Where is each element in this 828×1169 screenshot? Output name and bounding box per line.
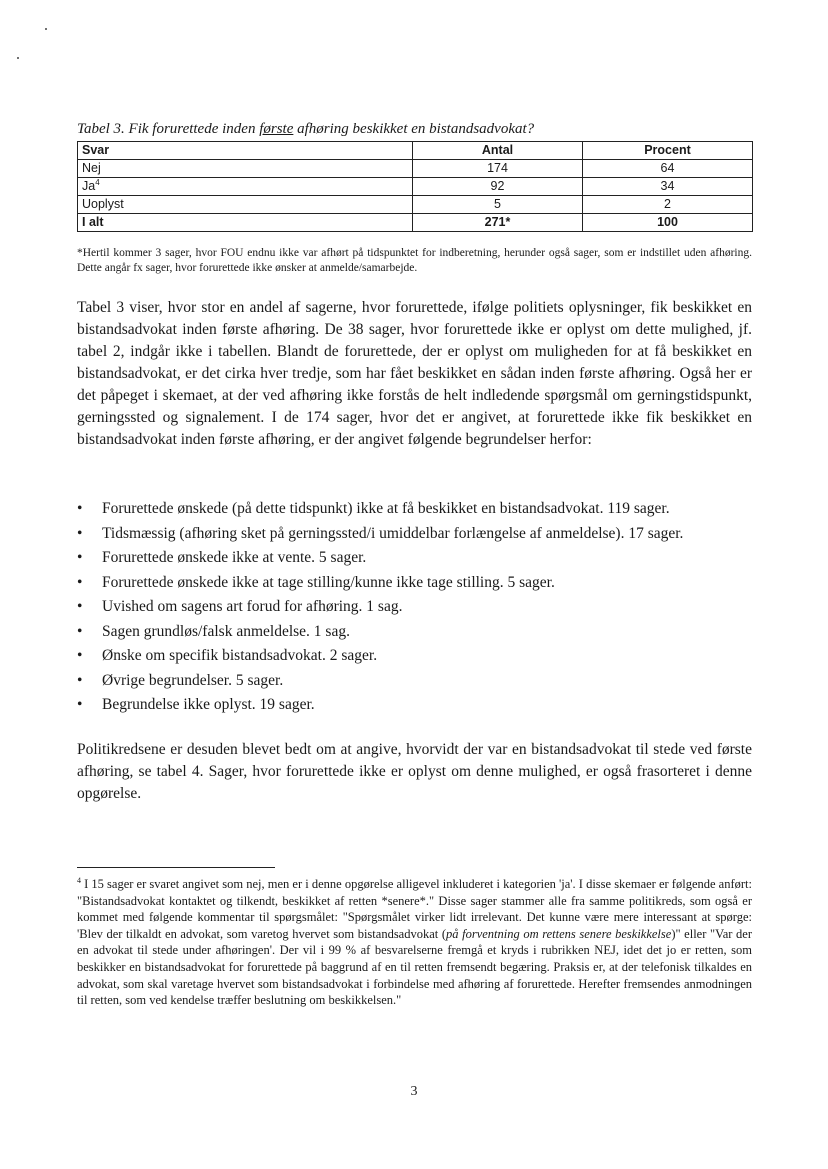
row-label-cell (78, 178, 413, 196)
footnote-ref: 4 (95, 177, 100, 187)
list-item-text: Begrundelse ikke oplyst. 19 sager. (102, 696, 315, 713)
list-item (77, 669, 757, 694)
bullet-icon: • (77, 524, 83, 542)
bullet-icon: • (77, 500, 83, 517)
total-percent: 100 (583, 214, 753, 232)
row-count: 174 (413, 160, 583, 178)
footnote-divider (77, 867, 275, 868)
table-header-row (78, 142, 753, 160)
total-label: I alt (78, 214, 413, 232)
footnote-marker: 4 (77, 875, 81, 885)
table-total-row (78, 214, 753, 232)
table-row (78, 178, 753, 196)
header-procent: Procent (583, 142, 753, 160)
list-item-text: Tidsmæssig (afhøring sket på gerningssted/i umiddelbar forlængelse af anmeldelse). 17 sager. (102, 524, 684, 542)
list-item-text: Øvrige begrundelser. 5 sager. (102, 671, 284, 689)
bullet-icon: • (77, 696, 83, 713)
footnote-text: I 15 sager er svaret angivet som nej, men er i denne opgørelse alligevel inkluderet i kategorien 'ja'. I disse skemaer er følgende anført: "Bistandsadvokat kontaktet og tilkendt, beskikket af retten *senere*." Disse sager stammer alle fra samme politikreds, som også er kommet med følgende kommentar til spørgsmålet: "Spørgsmålet virker lidt irrelevant. Det kunne være mere interessant at spørge: 'Blev der tilkaldt en advokat, som varetog hvervet som bistandsadvokat ( (77, 877, 752, 941)
bullet-icon: • (77, 598, 83, 615)
scan-speck (45, 28, 47, 30)
footnote-italic-text: på forventning om rettens senere beskikkelse (446, 926, 672, 941)
row-percent: 2 (583, 196, 753, 214)
total-count: 271* (413, 214, 583, 232)
list-item (77, 620, 757, 645)
header-svar: Svar (78, 142, 413, 160)
list-item (77, 571, 757, 596)
results-table (77, 141, 753, 232)
body-paragraph-2: Politikredsene er desuden blevet bedt om at angive, hvorvidt der var en bistandsadvokat til stede ved første afhøring, se tabel 4. Sager, hvor forurettede ikke er oplyst om denne mulighed, er også frasorteret i denne opgørelse. (77, 741, 752, 802)
table-row (78, 196, 753, 214)
row-label: Ja (82, 179, 96, 193)
body-paragraph-1: Tabel 3 viser, hvor stor en andel af sagerne, hvor forurettede, ifølge politiets oplysninger, fik beskikket en bistandsadvokat inden første afhøring. De 38 sager, hvor forurettede ikke er oplyst om dette mulighed, jf. tabel 2, indgår ikke i tabellen. Blandt de forurettede, der er oplyst om muligheden for at få beskikket en bistandsadvokat, er det cirka hver tredje, som har fået beskikket en sådan inden første afhøring. Også her er det påpeget i skemaet, at der ved afhøring ikke forstås de helt indledende spørgsmål om gerningstidspunkt, gerningssted og signalement. I de 174 sager, hvor det er angivet, at forurettede ikke fik beskikket en bistandsadvokat inden første afhøring, er der angivet følgende begrundelser herfor: (77, 299, 752, 448)
caption-underlined-word: første (259, 121, 294, 137)
list-item (77, 644, 757, 669)
footnote (77, 876, 752, 1009)
bullet-icon: • (77, 622, 83, 640)
footnote-text-end: )" eller "Var der en advokat til stede under afhøringen'. Der vil i 99 % af besvarelserne fremgå et kryds i rubrikken NEJ, idet det jo er retten, som beskikker en bistandsadvokat for forurettede på baggrund af en til retten fremsendt begæring. Praksis er, at der telefonisk tilkaldes en advokat, som skal varetage hvervet som bistandsadvokat i forbindelse med afhøring af forurettede. Herefter fremsendes anmodningen til retten, som ved kendelse træffer beslutning om beskikkelsen." (77, 926, 752, 1008)
row-count: 92 (413, 178, 583, 196)
list-item (77, 546, 757, 571)
list-item (77, 595, 757, 620)
list-item-text: Forurettede ønskede ikke at vente. 5 sager. (102, 549, 367, 566)
list-item-text: Sagen grundløs/falsk anmeldelse. 1 sag. (102, 622, 350, 640)
list-item-text: Ønske om specifik bistandsadvokat. 2 sager. (102, 647, 378, 664)
list-item-text: Uvished om sagens art forud for afhøring. 1 sag. (102, 598, 403, 615)
table-caption (77, 120, 757, 138)
row-label: Nej (78, 160, 413, 178)
table-note: *Hertil kommer 3 sager, hvor FOU endnu ikke var afhørt på tidspunktet for indberetning, herunder også sager, som er indstillet uden afhøring. Dette angår fx sager, hvor forurettede ikke ønsker at anmelde/samarbejde. (77, 247, 752, 274)
list-item-text: Forurettede ønskede ikke at tage stilling/kunne ikke tage stilling. 5 sager. (102, 573, 555, 591)
header-antal: Antal (413, 142, 583, 160)
list-item-text: Forurettede ønskede (på dette tidspunkt) ikke at få beskikket en bistandsadvokat. 119 sager. (102, 500, 670, 517)
page-number: 3 (410, 1084, 418, 1099)
table-row (78, 160, 753, 178)
row-percent: 34 (583, 178, 753, 196)
row-percent: 64 (583, 160, 753, 178)
list-item (77, 693, 757, 718)
bullet-icon: • (77, 671, 83, 689)
list-item (77, 522, 757, 547)
list-item (77, 497, 757, 522)
caption-text: Tabel 3. Fik forurettede inden (77, 121, 260, 137)
bullet-icon: • (77, 573, 83, 591)
row-count: 5 (413, 196, 583, 214)
reasons-list (77, 497, 757, 718)
bullet-icon: • (77, 647, 83, 664)
bullet-icon: • (77, 549, 83, 566)
row-label: Uoplyst (78, 196, 413, 214)
caption-text-end: afhøring beskikket en bistandsadvokat? (293, 121, 535, 137)
scan-speck (17, 57, 19, 59)
